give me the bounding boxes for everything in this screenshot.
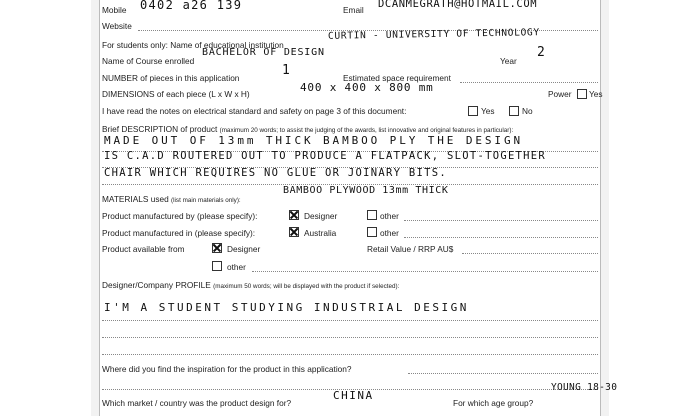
manufactured-in-other-field[interactable] bbox=[404, 237, 598, 238]
pieces-value[interactable]: 1 bbox=[282, 63, 292, 78]
market-label: Which market / country was the product design for? bbox=[102, 398, 292, 408]
manufactured-by-other-checkbox[interactable] bbox=[367, 210, 377, 220]
available-other-label: other bbox=[227, 262, 246, 272]
dimensions-value[interactable]: 400 x 400 x 800 mm bbox=[300, 81, 434, 94]
mobile-value[interactable]: 0402 a26 139 bbox=[140, 0, 243, 12]
retail-value-label: Retail Value / RRP AU$ bbox=[367, 244, 454, 254]
description-line-3[interactable]: CHAIR WHICH REQUIRES NO GLUE OR JOINARY BITS. bbox=[104, 167, 447, 179]
notes-label: I have read the notes on electrical standard and safety on page 3 of this document: bbox=[102, 106, 407, 116]
manufactured-by-label: Product manufactured by (please specify): bbox=[102, 211, 258, 221]
age-group-value[interactable]: YOUNG 18-30 bbox=[551, 382, 618, 393]
manufactured-by-other-field[interactable] bbox=[404, 220, 598, 221]
profile-label: Designer/Company PROFILE (maximum 50 words; will be displayed with the product if selected): bbox=[102, 280, 400, 290]
profile-rule-2 bbox=[102, 337, 598, 338]
retail-value-field[interactable] bbox=[462, 253, 598, 254]
notes-no-label: No bbox=[522, 106, 533, 116]
materials-value[interactable]: BAMBOO PLYWOOD 13mm THICK bbox=[283, 185, 449, 196]
description-line-2[interactable]: IS C.A.D ROUTERED OUT TO PRODUCE A FLATPACK, SLOT-TOGETHER bbox=[104, 150, 547, 162]
manufactured-by-designer-label: Designer bbox=[304, 211, 338, 221]
left-margin-bar bbox=[91, 0, 100, 416]
notes-yes-label: Yes bbox=[481, 106, 495, 116]
profile-rule-1 bbox=[102, 320, 598, 321]
profile-value[interactable]: I'M A STUDENT STUDYING INDUSTRIAL DESIGN bbox=[104, 301, 469, 314]
manufactured-by-designer-checkbox[interactable] bbox=[289, 210, 299, 220]
available-other-field[interactable] bbox=[252, 271, 598, 272]
mobile-label: Mobile bbox=[102, 5, 127, 15]
notes-yes-checkbox[interactable] bbox=[468, 106, 478, 116]
manufactured-in-other-label: other bbox=[380, 228, 399, 238]
institution-label: For students only: Name of educational institution bbox=[102, 40, 284, 50]
manufactured-in-australia-checkbox[interactable] bbox=[289, 227, 299, 237]
space-label: Estimated space requirement bbox=[343, 73, 451, 83]
manufactured-by-other-label: other bbox=[380, 211, 399, 221]
description-line-1[interactable]: MADE OUT OF 13mm THICK BAMBOO PLY THE DESIGN bbox=[104, 134, 523, 147]
course-value[interactable]: BACHELOR OF DESIGN bbox=[202, 47, 325, 58]
materials-label: MATERIALS used (list main materials only): bbox=[102, 194, 241, 204]
available-other-checkbox[interactable] bbox=[212, 261, 222, 271]
pieces-label: NUMBER of pieces in this application bbox=[102, 73, 240, 83]
manufactured-in-australia-label: Australia bbox=[304, 228, 337, 238]
course-label: Name of Course enrolled bbox=[102, 56, 195, 66]
available-designer-checkbox[interactable] bbox=[212, 243, 222, 253]
market-value[interactable]: CHINA bbox=[333, 389, 374, 402]
power-label: Power bbox=[548, 89, 572, 99]
available-designer-label: Designer bbox=[227, 244, 261, 254]
age-group-label: For which age group? bbox=[453, 398, 534, 408]
email-label: Email bbox=[343, 5, 364, 15]
dimensions-label: DIMENSIONS of each piece (L x W x H) bbox=[102, 89, 250, 99]
profile-rule-3 bbox=[102, 354, 598, 355]
power-yes-label: Yes bbox=[589, 89, 603, 99]
space-field[interactable] bbox=[460, 82, 598, 83]
notes-no-checkbox[interactable] bbox=[509, 106, 519, 116]
year-label: Year bbox=[500, 56, 517, 66]
power-yes-checkbox[interactable] bbox=[577, 89, 587, 99]
manufactured-in-other-checkbox[interactable] bbox=[367, 227, 377, 237]
description-label: Brief DESCRIPTION of product (maximum 20 words; to assist the judging of the awards, list innovative and original features in particular): bbox=[102, 124, 514, 134]
manufactured-in-label: Product manufactured in (please specify): bbox=[102, 228, 256, 238]
available-from-label: Product available from bbox=[102, 244, 185, 254]
inspiration-label: Where did you find the inspiration for the product in this application? bbox=[102, 364, 352, 374]
inspiration-field[interactable] bbox=[408, 373, 598, 374]
right-margin-bar bbox=[600, 0, 609, 416]
website-label: Website bbox=[102, 21, 132, 31]
email-value[interactable]: DCANMEGRATH@HOTMAIL.COM bbox=[378, 0, 538, 10]
institution-value[interactable]: CURTIN - UNIVERSITY OF TECHNOLOGY bbox=[327, 27, 540, 42]
year-value[interactable]: 2 bbox=[537, 45, 547, 60]
